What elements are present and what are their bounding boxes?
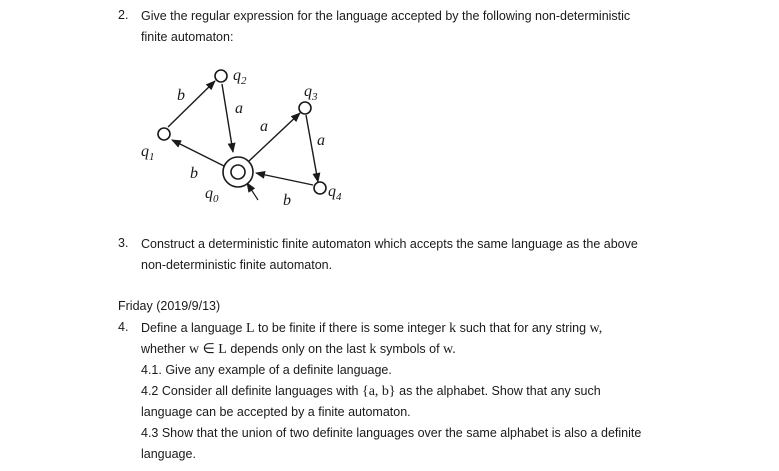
label-q0-sub: 0 [213, 193, 219, 205]
q4-2-line-1 [141, 383, 601, 400]
start-arrow [247, 183, 258, 200]
q4-2-b: as the alphabet. Show that any such [399, 384, 601, 398]
q3-line-1: Construct a deterministic finite automaton which accepts the same language as the above [141, 237, 638, 251]
q4-line-1 [141, 320, 602, 337]
q4-3-line-2: language. [141, 447, 196, 461]
edge-label-q0-q3: a [260, 118, 268, 135]
label-q3-sub: 3 [312, 91, 318, 103]
nfa-diagram [0, 0, 779, 230]
q3-number: 3. [118, 236, 129, 250]
q4-2-a: 4.2 Consider all definite languages with [141, 384, 359, 398]
label-q2: $q_2$ [233, 67, 247, 87]
edge-q0-q1 [172, 140, 224, 166]
edge-label-q4-q0: b [283, 192, 291, 209]
edge-label-q3-q4: a [317, 132, 325, 149]
symbol-L: L [245, 321, 255, 336]
label-q1-sub: 1 [149, 151, 155, 163]
q4-1: 4.1. Give any example of a definite language. [141, 363, 392, 377]
edge-label-q0-q1: b [190, 165, 198, 182]
q4-2-line-2: language can be accepted by a finite automaton. [141, 405, 411, 419]
q2-line-1: Give the regular expression for the language accepted by the following non-deterministic [141, 9, 631, 23]
q4-line1-a: Define a language [141, 321, 243, 335]
q4-3-line-1: 4.3 Show that the union of two definite languages over the same alphabet is also a definite [141, 426, 642, 440]
label-q0: $q_0$ [205, 185, 219, 205]
q4-line2-a: whether [141, 342, 186, 356]
state-q2 [215, 70, 227, 82]
symbol-k: k [449, 321, 457, 336]
edge-q1-q2 [168, 81, 215, 127]
edge-label-q2-q0: a [235, 100, 243, 117]
q4-number: 4. [118, 320, 129, 334]
symbol-k-2: k [369, 342, 377, 357]
q4-line1-b: to be finite if there is some integer [258, 321, 446, 335]
symbol-w-in-L: w ∈ L [188, 342, 227, 357]
state-q1 [158, 128, 170, 140]
edge-label-q1-q2: b [177, 87, 185, 104]
q3-line-2: non-deterministic finite automaton. [141, 258, 333, 272]
symbol-alphabet: {a, b} [361, 384, 396, 399]
symbol-w: w, [589, 321, 603, 336]
symbol-w-2: w. [443, 342, 456, 357]
label-q4: $q_4$ [328, 183, 342, 203]
q4-line-2 [141, 341, 456, 358]
edge-q0-q3 [249, 113, 300, 161]
state-q0-inner [231, 165, 245, 179]
label-q1: $q_1$ [141, 143, 155, 163]
state-q4 [314, 182, 326, 194]
state-q3 [299, 102, 311, 114]
q2-line-2: finite automaton: [141, 30, 234, 44]
friday-date: Friday (2019/9/13) [118, 299, 221, 313]
label-q2-sub: 2 [241, 75, 247, 87]
q4-line1-c: such that for any string [459, 321, 587, 335]
q2-number: 2. [118, 8, 129, 22]
edge-q2-q0 [222, 84, 233, 152]
q4-line2-b: depends only on the last [230, 342, 366, 356]
q4-line2-c: symbols of [379, 342, 440, 356]
label-q3: $q_3$ [304, 83, 318, 103]
edge-q4-q0 [256, 173, 313, 185]
label-q4-sub: 4 [336, 191, 342, 203]
